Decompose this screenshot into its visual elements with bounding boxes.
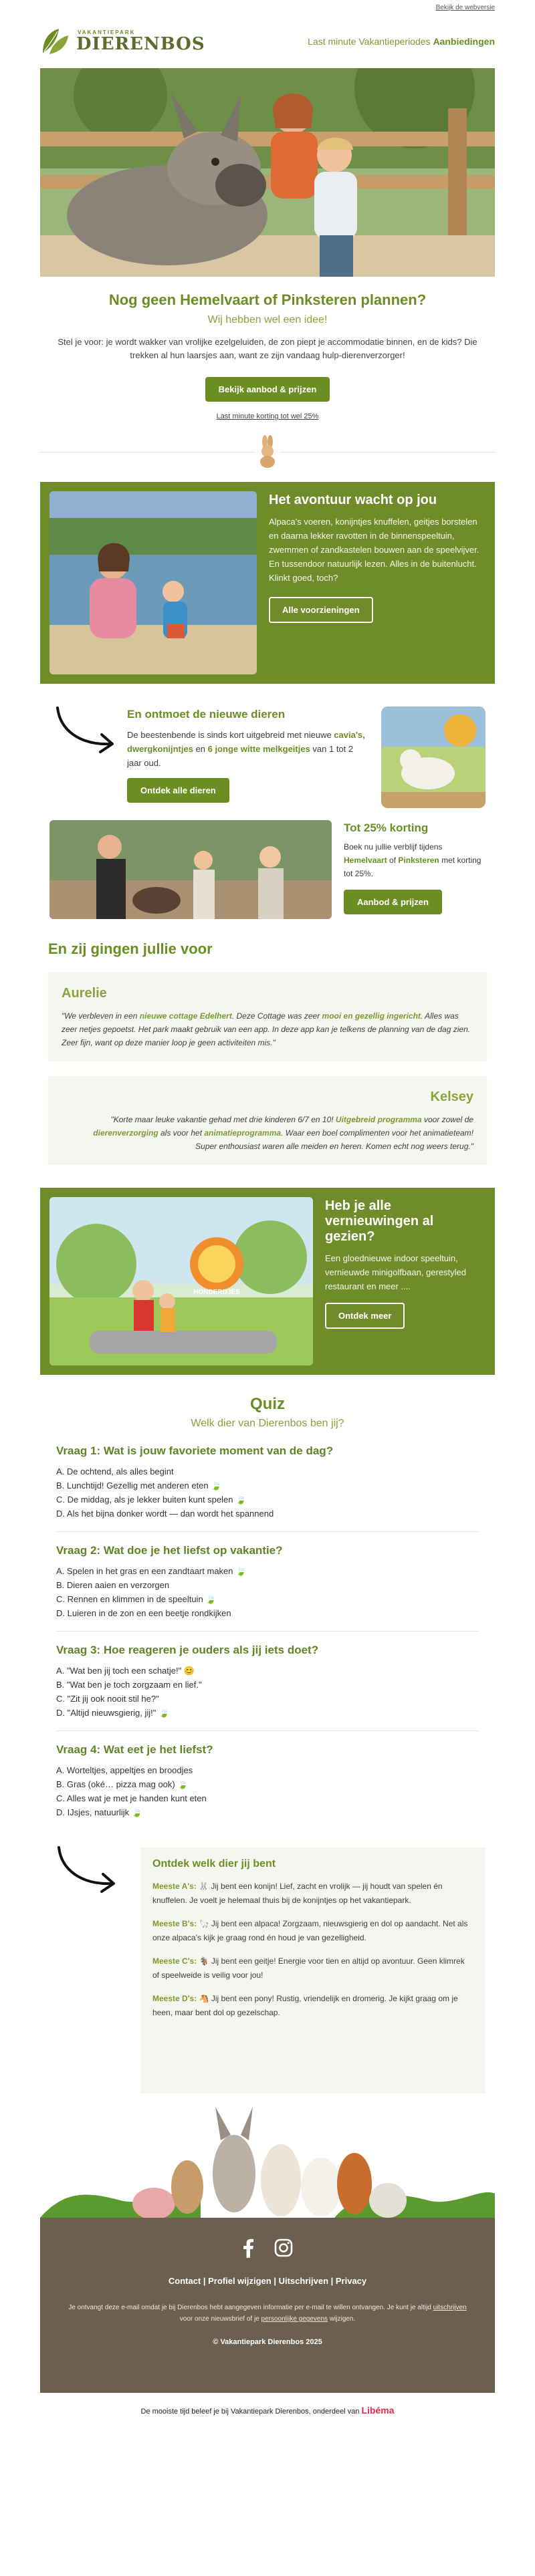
- unsubscribe-link[interactable]: uitschrijven: [433, 2304, 467, 2311]
- result-item: Meeste D's: 🐴 Jij bent een pony! Rustig, vriendelijk en dromerig. Je kijkt graag om je heen, maar bent dol op gezelschap.: [152, 1994, 458, 2017]
- result-section: [40, 1838, 495, 2099]
- answer-list: [56, 1763, 479, 1819]
- social-links: [40, 2238, 495, 2261]
- review-card: [48, 1076, 487, 1165]
- curved-arrow-icon: [54, 704, 120, 761]
- answer-option: B. Lunchtijd! Gezellig met anderen eten 🍃: [56, 1480, 222, 1491]
- quiz-question: [56, 1444, 479, 1532]
- quiz-header: [40, 1395, 495, 1430]
- nav-last-minute[interactable]: Last minute Vakantieperiodes: [308, 36, 431, 47]
- review-author: Kelsey: [430, 1089, 473, 1104]
- discount-offers-button[interactable]: Aanbod & prijzen: [344, 890, 442, 914]
- answer-option: D. IJsjes, natuurlijk 🍃: [56, 1807, 142, 1817]
- quiz-question: [56, 1743, 479, 1819]
- discover-more-button[interactable]: Ontdek meer: [325, 1303, 405, 1329]
- top-bar: [40, 0, 495, 15]
- result-item: Meeste A's: 🐰 Jij bent een konijn! Lief, zacht en vrolijk — jij houdt van spelen én knuffelen. Je voelt je helemaal thuis bij de konijntjes op het vakantiepark.: [152, 1882, 443, 1905]
- answer-option: B. Gras (oké… pizza mag ook) 🍃: [56, 1779, 189, 1789]
- bottom-tagline: De mooiste tijd beleef je bij Vakantiepark Dierenbos, onderdeel van Libéma: [140, 2405, 395, 2416]
- footer-animals-illustration: [40, 2107, 495, 2218]
- reviews-title: En zij gingen jullie voor: [48, 940, 213, 957]
- answer-option: D. "Altijd nieuwsgierig, jij!" 🍃: [56, 1708, 170, 1718]
- reviews-section: [40, 924, 495, 1165]
- curved-arrow-icon: [55, 1843, 122, 1900]
- animals-button[interactable]: Ontdek alle dieren: [127, 778, 229, 803]
- quiz-title: Quiz: [250, 1395, 285, 1413]
- personal-data-link[interactable]: persoonlijke gegevens: [261, 2315, 328, 2323]
- rabbit-divider-icon: [254, 435, 281, 469]
- email-container: [40, 0, 495, 2576]
- review-card: [48, 973, 487, 1061]
- adventure-text: Alpaca's voeren, konijntjes knuffelen, geitjes borstelen en daarna lekker ravotten in de binnenspeeltuin, zwemmen of zandkastelen bouwen aan de speelvijver. En tussendoor natuurlijk lezen. Alles in de buitenlucht. Klinkt goed, toch?: [269, 517, 479, 583]
- question-title: Vraag 1: Wat is jouw favoriete moment van de dag?: [56, 1444, 334, 1457]
- web-version-link[interactable]: Bekijk de webversie: [435, 3, 495, 11]
- answer-option: A. "Wat ben jij toch een schatje!" 😊: [56, 1666, 195, 1676]
- discount-image[interactable]: [49, 820, 332, 919]
- playground-text: Een gloednieuwe indoor speeltuin, vernieuwde minigolfbaan, gerestyled restaurant en meer ....: [325, 1253, 467, 1291]
- review-text: "Korte maar leuke vakantie gehad met drie kinderen 6/7 en 10! Uitgebreid programma voor zowel de dierenverzorging als voor het animatieprogramma. Waar een boel complimenten voor het animatieteam! Super enthousiast waren alle meiden en heren. Komen echt nog weers terug.": [93, 1115, 473, 1151]
- hero-image[interactable]: [40, 68, 495, 277]
- adventure-image[interactable]: [49, 491, 257, 674]
- result-item: Meeste B's: 🦙 Jij bent een alpaca! Zorgzaam, nieuwsgierig en dol op aandacht. Net als onze alpaca's kijk je graag rond én houd je van gezelligheid.: [152, 1919, 468, 1942]
- quiz-questions: [40, 1430, 495, 1819]
- answer-option: B. "Wat ben je toch zorgzaam en lief.": [56, 1680, 202, 1690]
- footer: [40, 2218, 495, 2393]
- question-title: Vraag 3: Hoe reageren je ouders als jij iets doet?: [56, 1644, 319, 1656]
- goats-illustration[interactable]: [381, 706, 486, 808]
- answer-option: A. Spelen in het gras en een zandtaart maken 🍃: [56, 1566, 247, 1576]
- answer-list: [56, 1664, 479, 1720]
- quiz-question: [56, 1544, 479, 1632]
- answer-option: C. De middag, als je lekker buiten kunt spelen 🍃: [56, 1495, 247, 1505]
- intro-section: [40, 291, 495, 422]
- rabbit-divider: [40, 428, 495, 475]
- discount-link[interactable]: Last minute korting tot wel 25%: [216, 412, 319, 420]
- logo-small-text: VAKANTIEPARK: [78, 29, 136, 35]
- quiz-question: [56, 1644, 479, 1731]
- answer-option: A. Worteltjes, appeltjes en broodjes: [56, 1765, 193, 1775]
- adventure-section: [40, 482, 495, 684]
- playground-section: [40, 1188, 495, 1375]
- logo-wordmark: DIERENBOS: [76, 34, 205, 54]
- footer-note: Je ontvangt deze e-mail omdat je bij Dierenbos hebt aangegeven informatie per e-mail te willen ontvangen. Je kunt je altijd uitschrijven voor onze nieuwsbrief of je persoonlijke gegevens wijzigen.: [68, 2304, 467, 2323]
- result-title: Ontdek welk dier jij bent: [152, 1858, 276, 1870]
- header: [40, 15, 495, 68]
- nav-offers[interactable]: Aanbiedingen: [433, 36, 495, 47]
- new-animals-title: En ontmoet de nieuwe dieren: [127, 708, 286, 721]
- facilities-button[interactable]: Alle voorzieningen: [269, 597, 373, 623]
- question-title: Vraag 2: Wat doe je het liefst op vakantie?: [56, 1544, 283, 1557]
- answer-option: A. De ochtend, als alles begint: [56, 1466, 174, 1476]
- answer-option: B. Dieren aaien en verzorgen: [56, 1580, 170, 1590]
- review-text: "We verbleven in een nieuwe cottage Edelhert. Deze Cottage was zeer mooi en gezellig ingericht. Alles was zeer netjes gepoetst. Het park maakt gebruik van een app. In deze app kan je telkens de planning van de dag zien. Zeer fijn, want op deze manier loop je geen activiteiten mis.": [62, 1011, 471, 1047]
- intro-text: Stel je voor: je wordt wakker van vrolijke ezelgeluiden, de zon piept je accommodatie binnen, en de kids? Die trekken al hun laarsjes aan, want ze zijn vandaag hulp-dierenverzorger!: [58, 337, 477, 360]
- footer-copyright: © Vakantiepark Dierenbos 2025: [213, 2338, 322, 2346]
- playground-title: Heb je alle vernieuwingen al gezien?: [325, 1198, 434, 1244]
- footer-links[interactable]: Contact | Profiel wijzigen | Uitschrijven | Privacy: [168, 2276, 367, 2286]
- new-animals-section: [40, 684, 495, 817]
- offers-button[interactable]: Bekijk aanbod & prijzen: [205, 377, 330, 402]
- answer-option: D. Als het bijna donker wordt — dan wordt het spannend: [56, 1509, 274, 1519]
- answer-option: C. Rennen en klimmen in de speeltuin 🍃: [56, 1594, 217, 1604]
- discount-section: [40, 817, 495, 924]
- answer-option: D. Luieren in de zon en een beetje rondkijken: [56, 1608, 231, 1618]
- review-author: Aurelie: [62, 986, 107, 1001]
- libema-logo[interactable]: Libéma: [361, 2405, 395, 2416]
- new-animals-text: De beestenbende is sinds kort uitgebreid met nieuwe cavia's, dwergkonijntjes en 6 jonge witte melkgeitjes van 1 tot 2 jaar oud.: [127, 730, 365, 768]
- facebook-icon[interactable]: [241, 2238, 255, 2261]
- quiz-subtitle: Welk dier van Dierenbos ben jij?: [191, 1418, 344, 1429]
- answer-list: [56, 1564, 479, 1620]
- result-item: Meeste C's: 🐐 Jij bent een geitje! Energie voor tien en altijd op avontuur. Geen klimrek of speelweide is veilig voor jou!: [152, 1956, 465, 1980]
- instagram-icon[interactable]: [274, 2238, 294, 2261]
- intro-subtitle: Wij hebben wel een idee!: [207, 314, 328, 326]
- discount-text: Boek nu jullie verblijf tijdens Hemelvaart of Pinksteren met korting tot 25%.: [344, 842, 481, 878]
- answer-list: [56, 1464, 479, 1521]
- discount-title: Tot 25% korting: [344, 821, 429, 834]
- header-nav: [308, 36, 495, 47]
- adventure-title: Het avontuur wacht op jou: [269, 493, 437, 507]
- intro-title: Nog geen Hemelvaart of Pinksteren plannen?: [108, 291, 427, 308]
- answer-option: C. "Zit jij ook nooit stil he?": [56, 1694, 159, 1704]
- playground-badge-text: HONDERDJES: [193, 1289, 240, 1296]
- answer-option: C. Alles wat je met je handen kunt eten: [56, 1793, 207, 1803]
- logo-leaf-icon: [40, 26, 71, 57]
- playground-illustration[interactable]: [49, 1197, 313, 1366]
- question-title: Vraag 4: Wat eet je het liefst?: [56, 1743, 213, 1756]
- result-card: [140, 1847, 486, 2093]
- logo[interactable]: [40, 26, 205, 57]
